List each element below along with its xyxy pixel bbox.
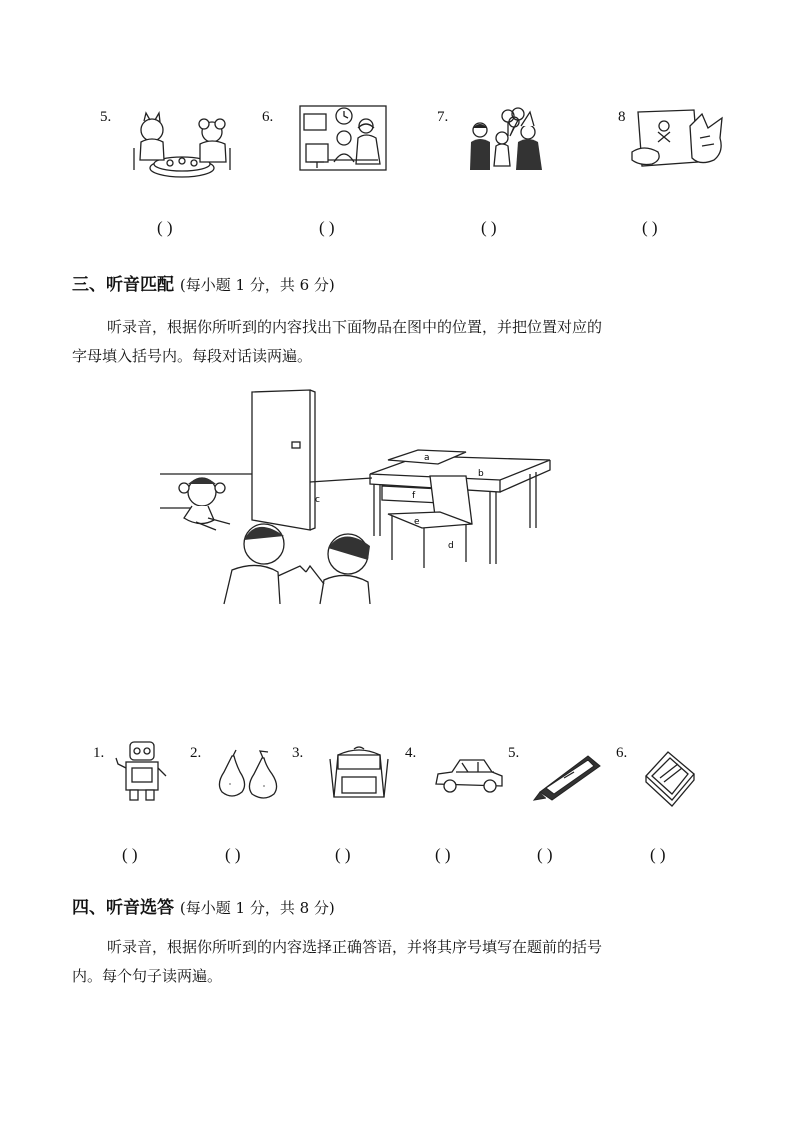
toy-car-icon — [432, 754, 506, 798]
scene-label-f: f — [412, 491, 416, 501]
robot-icon — [114, 738, 170, 804]
item-number: 7. — [437, 109, 449, 125]
item-number: 8 — [618, 109, 626, 125]
answer-blank[interactable]: ( ) — [642, 218, 658, 237]
instruction-paragraph — [72, 313, 732, 371]
answer-blank[interactable]: ( ) — [481, 218, 497, 237]
scene-label-b: b — [478, 469, 484, 479]
answer-blank[interactable]: ( ) — [335, 845, 351, 864]
scene-label-e: e — [414, 517, 420, 527]
answer-blank[interactable]: ( ) — [122, 845, 138, 864]
item-number: 2. — [190, 745, 202, 761]
item-number: 6. — [616, 745, 628, 761]
family-balloons-icon — [468, 106, 548, 172]
scene-label-a: a — [424, 453, 430, 463]
instruction-line: 听录音，根据你所听到的内容选择正确答语，并将其序号填写在题前的括号 — [107, 938, 603, 956]
item-number: 4. — [405, 745, 417, 761]
section-heading — [72, 893, 335, 918]
section-heading — [72, 270, 335, 295]
crayon-icon — [530, 748, 606, 802]
instruction-line: 内。每个句子读两遍。 — [72, 967, 223, 985]
instruction-paragraph — [72, 933, 732, 991]
answer-blank[interactable]: ( ) — [537, 845, 553, 864]
answer-blank[interactable]: ( ) — [319, 218, 335, 237]
item-number: 3. — [292, 745, 304, 761]
instruction-line: 字母填入括号内。每段对话读两遍。 — [72, 347, 313, 365]
instruction-line: 听录音，根据你所听到的内容找出下面物品在图中的位置，并把位置对应的 — [107, 318, 603, 336]
section-score-note: (每小题 1 分，共 8 分) — [179, 899, 335, 917]
room-scene-illustration — [160, 388, 560, 606]
section-score-note: (每小题 1 分，共 6 分) — [179, 276, 335, 294]
schoolbag-icon — [326, 745, 392, 803]
section-title: 四、听音选答 — [72, 898, 174, 918]
answer-blank[interactable]: ( ) — [157, 218, 173, 237]
item-number: 5. — [508, 745, 520, 761]
answer-blank[interactable]: ( ) — [650, 845, 666, 864]
pencil-box-icon — [640, 750, 698, 806]
scene-label-c: c — [315, 495, 320, 505]
item-number: 5. — [100, 109, 112, 125]
item-number: 1. — [93, 745, 105, 761]
party-animals-icon — [128, 108, 236, 180]
pears-icon — [214, 748, 286, 800]
scene-label-d: d — [448, 541, 454, 551]
greeting-card-icon — [628, 108, 730, 170]
answer-blank[interactable]: ( ) — [225, 845, 241, 864]
section-title: 三、听音匹配 — [72, 275, 174, 295]
answer-blank[interactable]: ( ) — [435, 845, 451, 864]
office-computer-icon — [298, 104, 388, 172]
item-number: 6. — [262, 109, 274, 125]
